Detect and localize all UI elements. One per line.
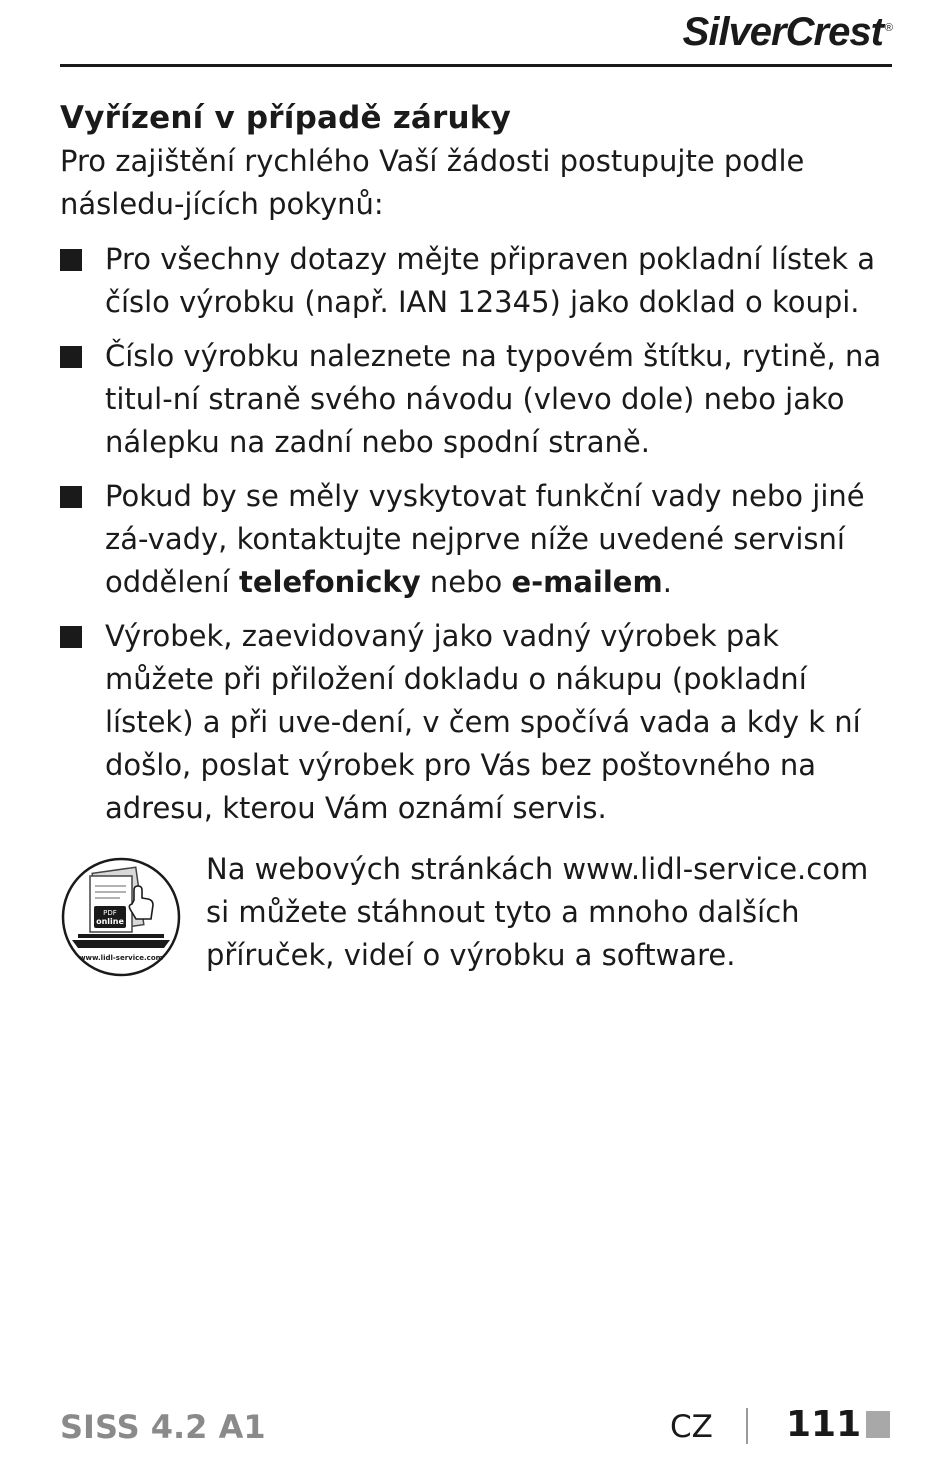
list-item <box>60 238 895 324</box>
list-item <box>60 335 895 464</box>
list-item-text: Pokud by se měly vyskytovat funkční vady nebo jiné zá-vady, kontaktujte nejprve níže uvedené servisní oddělení <box>105 479 865 599</box>
list-item-text: Pro všechny dotazy mějte připraven pokladní lístek a číslo výrobku (např. IAN 12345) jako doklad o koupi. <box>105 242 876 319</box>
list-item-connector: nebo <box>429 565 503 599</box>
bullet-square-icon <box>60 486 82 508</box>
list-item <box>60 475 895 604</box>
bullet-square-icon <box>60 249 82 271</box>
section-heading: Vyřízení v případě záruky <box>60 100 512 136</box>
online-manuals-note <box>60 848 895 978</box>
bullet-square-icon <box>60 346 82 368</box>
bullet-square-icon <box>60 626 82 648</box>
icon-url-label: www.lidl-service.com <box>79 954 163 962</box>
pdf-online-icon <box>60 856 182 978</box>
intro-paragraph: Pro zajištění rychlého Vaší žádosti postupujte podle následu-jících pokynů: <box>60 144 805 221</box>
footer-model-number: SISS 4.2 A1 <box>60 1408 266 1446</box>
contact-phone-emphasis: telefonicky <box>238 565 421 599</box>
list-item-period: . <box>662 565 672 599</box>
online-manuals-text: Na webových stránkách www.lidl-service.com si můžete stáhnout tyto a mnoho dalších příruček, videí o výrobku a software. <box>206 852 869 972</box>
brand-name: SilverCrest <box>682 10 883 54</box>
warranty-section <box>60 96 895 978</box>
list-item-text: Výrobek, zaevidovaný jako vadný výrobek pak můžete při přiložení dokladu o nákupu (pokladní lístek) a při uve-dení, v čem spočívá vada a kdy k ní došlo, poslat výrobek pro Vás bez poštovného na adresu, kterou Vám oznámí servis. <box>105 619 861 825</box>
instruction-list <box>60 238 895 830</box>
registered-mark: ® <box>884 21 892 34</box>
footer-language-code: CZ <box>670 1409 713 1445</box>
brand-logo <box>683 12 892 52</box>
footer-marker-square <box>866 1411 890 1438</box>
icon-label-online: online <box>96 917 124 926</box>
contact-email-emphasis: e-mailem <box>511 565 663 599</box>
footer-divider <box>746 1408 748 1444</box>
icon-label-pdf: PDF <box>103 909 117 917</box>
header-rule <box>60 64 892 67</box>
footer-page-number: 111 <box>786 1404 862 1445</box>
list-item <box>60 615 895 830</box>
list-item-text: Číslo výrobku naleznete na typovém štítku, rytině, na titul-ní straně svého návodu (vlevo dole) nebo jako nálepku na zadní nebo spodní straně. <box>105 339 882 459</box>
